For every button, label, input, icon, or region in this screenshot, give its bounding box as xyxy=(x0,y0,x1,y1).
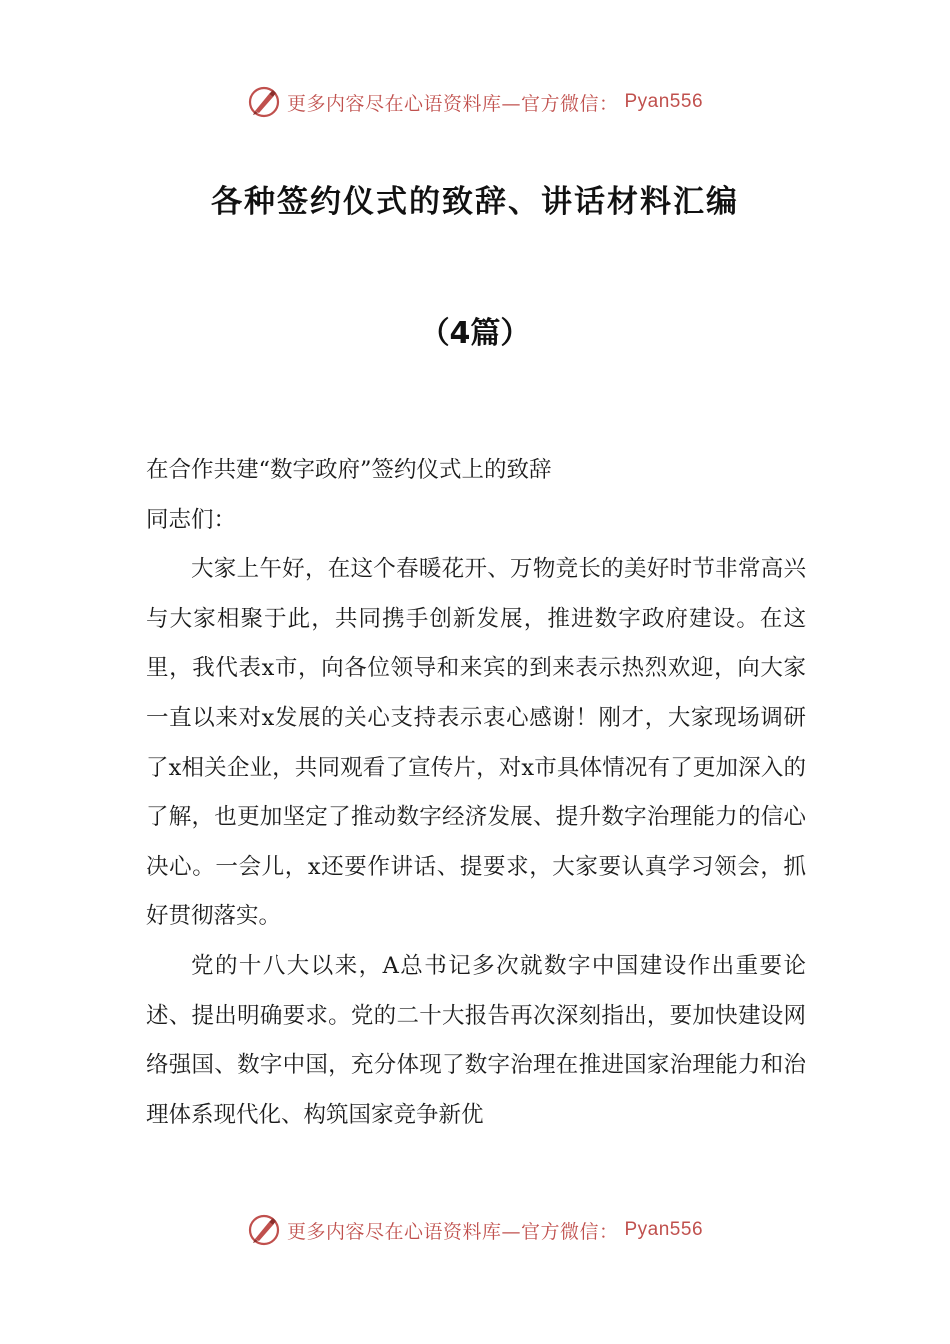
paragraph: 大家上午好，在这个春暖花开、万物竞长的美好时节非常高兴与大家相聚于此，共同携手创新发展，推进数字政府建设。在这里，我代表x市，向各位领导和来宾的到来表示热烈欢迎，向大家一直以来对x发展的关心支持表示衷心感谢！刚才，大家现场调研了x相关企业，共同观看了宣传片，对x市具体情况有了更加深入的了解，也更加坚定了推动数字经济发展、提升数字治理能力的信心决心。一会儿，x还要作讲话、提要求，大家要认真学习领会，抓好贯彻落实。 xyxy=(146,556,806,930)
pen-logo-icon xyxy=(247,1213,281,1247)
footer-watermark xyxy=(0,1210,950,1250)
section-heading: 在合作共建“数字政府”签约仪式上的致辞 xyxy=(146,457,552,483)
paragraph: 党的十八大以来，A总书记多次就数字中国建设作出重要论述、提出明确要求。党的二十大报告再次深刻指出，要加快建设网络强国、数字中国，充分体现了数字治理在推进国家治理能力和治理体系现代化、构筑国家竞争新优 xyxy=(146,952,806,1128)
pen-logo-icon xyxy=(247,85,281,119)
document-title: 各种签约仪式的致辞、讲话材料汇编 xyxy=(211,184,739,220)
watermark-wechat-id: Pyan556 xyxy=(624,1219,704,1240)
salutation: 同志们： xyxy=(146,506,237,533)
header-watermark xyxy=(0,82,950,122)
watermark-wechat-id: Pyan556 xyxy=(624,91,704,112)
watermark-text: 更多内容尽在心语资料库—官方微信： xyxy=(286,92,619,115)
document-body xyxy=(146,446,806,1140)
watermark-text: 更多内容尽在心语资料库—官方微信： xyxy=(286,1220,619,1243)
document-subtitle: （4篇） xyxy=(419,316,531,351)
